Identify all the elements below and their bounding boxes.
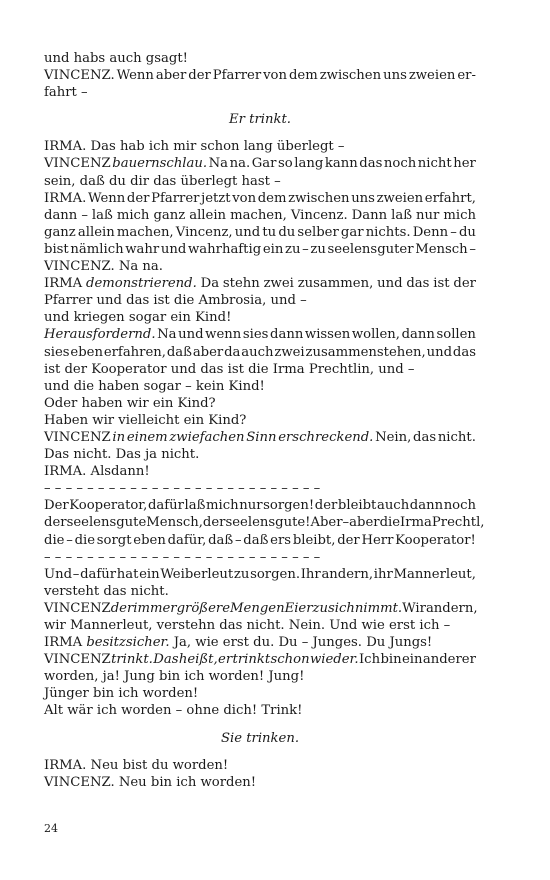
word: nämlich [70,241,124,257]
word: auch [376,498,410,514]
word: und [160,241,187,257]
text-line [44,173,476,190]
word: ist [433,276,450,292]
word: ganz [153,207,186,223]
word: – [72,566,80,582]
word: seelensguter [327,241,414,257]
text-line [44,429,476,446]
word: Gar [251,156,277,172]
word: zweien [376,190,424,206]
dash-separator: – – – – – – – – – – – – – – – – – – – – – – – – – – [44,481,321,497]
word: erfahrt, [424,190,476,206]
word: Wenn [88,190,126,206]
word: na. [229,156,251,172]
word: zu [310,241,326,257]
text-line [44,395,476,412]
text-segment: VINCENZ. Na na. [44,259,163,275]
word: andern, [321,566,374,582]
word: nichts. [365,224,411,240]
word: dann [44,207,78,223]
word: Weiberleut [160,566,234,582]
text-line [44,463,476,480]
word: Irma [400,515,432,531]
text-segment: und die haben sogar – kein Kind! [44,378,265,394]
text-line [44,224,476,241]
word: Ihr [300,566,321,582]
word: VINCENZ [44,429,111,445]
stage-direction: Er trinkt. [229,112,291,128]
word: Wenn [116,68,154,84]
word: zwei [263,276,294,292]
word: lang [294,156,324,172]
word: und [426,344,453,360]
word: – [469,241,476,257]
word: einem [126,429,168,445]
word: uns [383,68,407,84]
word: VINCENZ [44,156,111,172]
text-segment: Jünger bin ich worden! [44,686,199,702]
text-line [44,344,476,361]
word: Vincenz. [290,207,348,223]
word: dem [257,190,287,206]
text-segment: IRMA. Das hab ich mir schon lang überlegt – [44,139,345,155]
text-line [44,309,476,326]
word: Na [157,327,177,343]
word: das [413,429,437,445]
word: seelensgute! [225,515,311,531]
word: bauernschlau. [112,156,208,172]
word: da [224,344,241,360]
word: stehn [222,276,260,292]
word: bleibt [337,498,377,514]
text-segment: wir Mannerleut, verstehn das nicht. Nein. Und wie erst ich – [44,618,451,633]
word: Das [153,652,179,668]
word: Ich [358,652,381,668]
word: größere [176,600,231,616]
word: gar [340,224,364,240]
stage-direction: Sie trinken. [220,730,300,746]
word: der [188,68,211,84]
word: aber [349,515,380,531]
word: nimmt. [354,600,403,616]
word: wahr [125,241,160,257]
word: sorgen. [250,566,301,582]
word: das [406,276,430,292]
word: seelensgute [66,515,147,531]
word: das [359,156,383,172]
word: IRMA [44,276,83,292]
text-segment: IRMA. Neu bist du worden! [44,757,229,773]
word: her [453,156,476,172]
word: dafür, [167,532,207,548]
word: zusammen, [297,276,374,292]
text-line [44,275,476,292]
word: wieder. [309,652,359,668]
word: du [458,224,476,240]
word: – [234,532,242,548]
word: uns [351,190,375,206]
word: der [314,498,338,514]
text-line [44,67,476,84]
word: er- [457,68,476,84]
word: schon [270,652,310,668]
word: erfahren, [103,344,166,360]
text-line [44,412,476,429]
word: allein [189,207,227,223]
word: kann [324,156,358,172]
word: anderer [422,652,476,668]
text-line [44,378,476,395]
text-segment: IRMA. Alsdann! [44,464,150,480]
word: ers [270,532,292,548]
text-line [44,497,476,514]
word: – [81,207,88,223]
word: mich [443,207,476,223]
word: Mengen [230,600,285,616]
word: – [450,224,457,240]
word: immer [133,600,177,616]
word: und [178,327,204,343]
text-segment: Pfarrer und das ist die Ambrosia, und – [44,293,307,309]
text-segment: ist der Kooperator und das ist die Irma Prechtlin, und – [44,361,415,377]
word: sorgt [96,532,132,548]
word: mich [206,498,239,514]
text-line [44,617,476,634]
word: der [202,515,226,531]
word: Aber [310,515,343,531]
text-line [44,774,476,791]
word: VINCENZ [44,600,111,616]
text-segment: VINCENZ. Neu bin ich worden! [44,774,257,790]
word: aber [155,68,187,84]
text-segment: fahrt – [44,85,88,101]
text-line [44,292,476,309]
word: Nein, [375,429,412,445]
word: eben [70,344,103,360]
word: Wir [402,600,426,616]
text-segment: worden, ja! Jung bin ich worden! Jung! [44,669,305,685]
word: IRMA. [44,190,87,206]
word: wollen, [351,327,400,343]
text-segment: Ja, wie erst du. Du – Junges. Du Jungs! [169,635,433,651]
text-line [44,685,476,702]
text-segment: und habs auch gsagt! [44,51,188,66]
word: – [302,241,309,257]
word: Kooperator! [395,532,476,548]
word: zwischen [288,190,350,206]
word: von [232,190,257,206]
text-line [44,258,476,275]
word: sies [44,344,70,360]
word: ein [262,241,284,257]
word: aber [192,344,224,360]
word: VINCENZ. [44,68,115,84]
word: bleibt, [292,532,336,548]
word: zusammenstehen, [305,344,426,360]
word: Na [208,156,229,172]
text-line [44,50,476,67]
word: Herr [361,532,394,548]
dash-separator: – – – – – – – – – – – – – – – – – – – – – – – – – – [44,549,321,565]
text-line [44,634,476,651]
text-line [44,702,476,719]
word: Eier [284,600,313,616]
word: demonstrierend. [86,276,197,292]
word: heißt, [178,652,218,668]
word: dafür [80,566,117,582]
word: so [278,156,293,172]
word: noch [443,498,476,514]
word: dafür [147,498,184,514]
word: Denn [412,224,449,240]
word: trinkt [232,652,271,668]
word: Pfarrer [151,190,200,206]
word: sollen [436,327,476,343]
word: Dann [351,207,388,223]
word: dann [409,498,444,514]
text-segment: Das nicht. Das ja nicht. [44,447,200,463]
word: Der [44,498,69,514]
word: daß [243,532,269,548]
word: Mannerleut, [393,566,476,582]
text-line [44,446,476,463]
word: und [377,276,403,292]
word: ihr [373,566,393,582]
text-segment: Haben wir vielleicht ein Kind? [44,412,247,428]
text-line [44,84,476,101]
word: sies [242,327,269,343]
word: Kooperator, [69,498,148,514]
word: der [126,190,150,206]
text-line [44,155,476,172]
word: hat [116,566,139,582]
word: – [342,515,350,531]
word: der [337,532,360,548]
word: von [263,68,287,84]
word: wissen [304,327,351,343]
word: nur [239,498,263,514]
word: ein [139,566,160,582]
word: – [66,532,73,548]
word: eben [133,532,166,548]
word: VINCENZ [44,652,111,668]
word: zwischen [319,68,382,84]
word: zu [233,566,250,582]
word: laß [391,207,413,223]
word: zu [285,241,301,257]
word: nicht. [437,429,476,445]
word: jetzt [201,190,231,206]
word: zu [312,600,328,616]
word: Mensch, [146,515,203,531]
word: der [44,515,67,531]
text-line [44,566,476,583]
word: Herausfordernd. [44,327,156,343]
word: der [453,276,476,292]
text-segment: IRMA [44,635,87,651]
text-line [44,532,476,549]
word: bist [44,241,69,257]
word: bin [380,652,402,668]
word: die [44,532,65,548]
word: sich [327,600,355,616]
word: wenn [205,327,242,343]
word: die [379,515,401,531]
text-segment: und kriegen sogar ein Kind! [44,310,232,326]
word: daß [166,344,192,360]
word: machen, [230,207,287,223]
word: auch [241,344,274,360]
word: dann [270,327,304,343]
text-line [44,190,476,207]
word: Mensch [415,241,468,257]
word: der [110,600,134,616]
text-segment: sein, daß du dir das überlegt hast – [44,173,281,189]
text-line [44,514,485,531]
page-number: 24 [44,822,58,835]
word: zwiefachen [169,429,245,445]
text-line [44,138,476,155]
text-line [44,361,476,378]
word: machen, [116,224,174,240]
word: mich [116,207,150,223]
italic-direction: besitzsicher. [86,635,170,651]
word: Und [44,566,73,582]
text-line [44,757,476,774]
word: sorgen! [263,498,315,514]
word: zwei [274,344,305,360]
word: allein [77,224,115,240]
word: daß [208,532,234,548]
word: trinkt. [111,652,153,668]
word: du [278,224,296,240]
word: laß [184,498,206,514]
word: nur [416,207,440,223]
word: zweien [408,68,456,84]
text-line [44,651,476,668]
text-line [44,326,476,343]
word: erschreckend. [278,429,374,445]
page-text [44,50,485,791]
word: Sinn [246,429,277,445]
text-segment: versteht das nicht. [44,583,169,599]
word: nicht [417,156,452,172]
word: laß [91,207,113,223]
word: Vincenz, [175,224,233,240]
word: dann [401,327,435,343]
text-line [44,583,476,600]
text-segment: Oder haben wir ein Kind? [44,395,216,411]
word: dem [288,68,318,84]
word: in [112,429,126,445]
word: tu [262,224,277,240]
text-segment: Alt wär ich worden – ohne dich! Trink! [44,703,303,719]
word: ein [401,652,423,668]
word: ganz [44,224,76,240]
word: Da [200,276,220,292]
text-line [44,668,476,685]
word: Prechtl, [431,515,485,531]
word: die [74,532,96,548]
text-line [44,207,476,224]
word: selber [297,224,339,240]
word: und [234,224,261,240]
text-line [44,241,476,258]
word: noch [383,156,417,172]
word: Pfarrer [212,68,262,84]
text-line [44,600,476,617]
word: das [452,344,476,360]
word: wahrhaftig [188,241,262,257]
word: andern, [425,600,478,616]
word: er [218,652,233,668]
